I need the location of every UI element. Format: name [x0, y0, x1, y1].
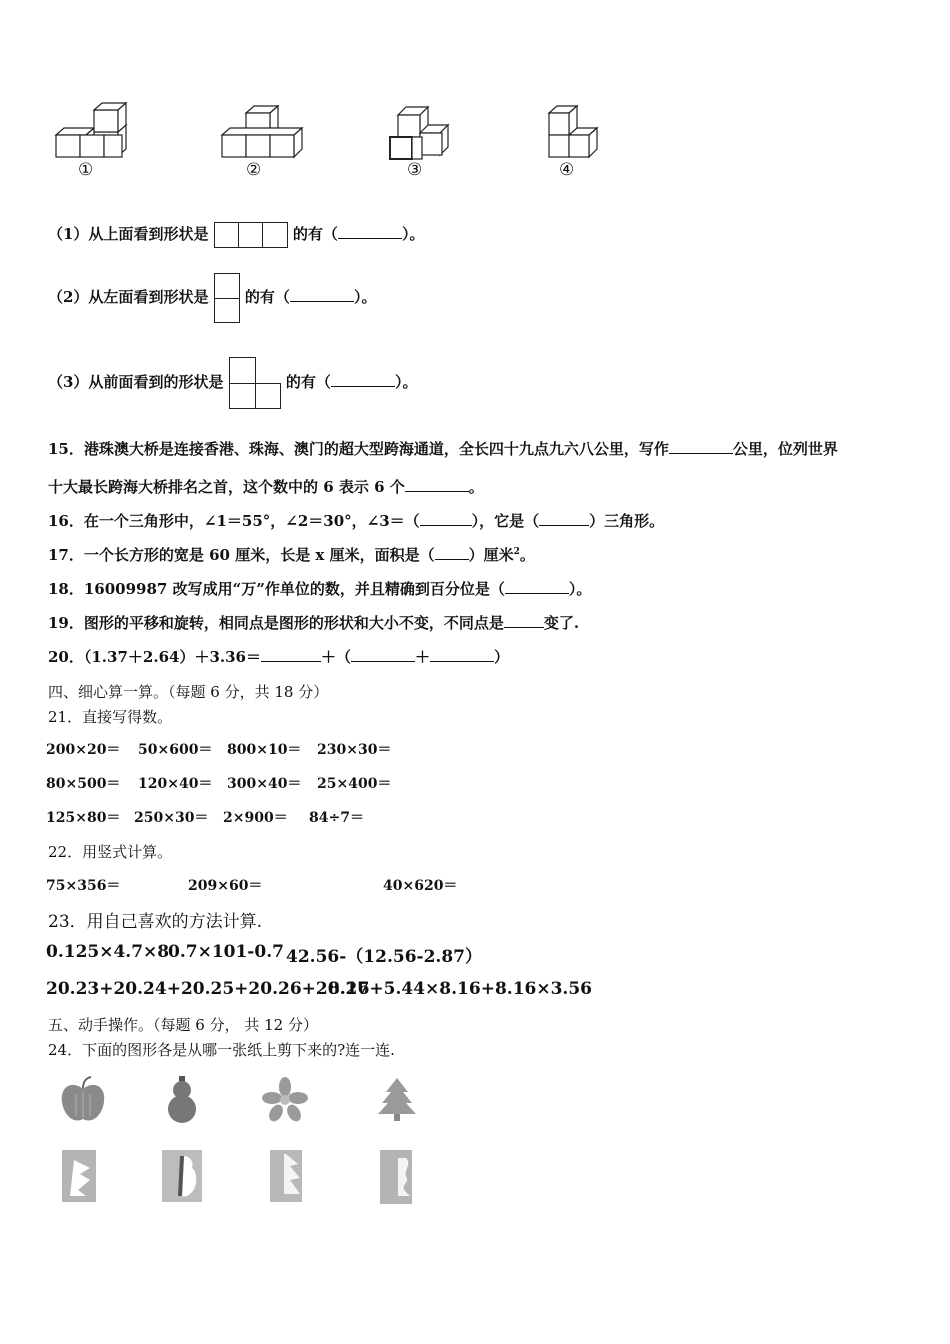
q21-row1-b: 50×600＝: [138, 742, 213, 758]
section4-title: 四、细心算一算。（每题 6 分，共 18 分）: [48, 683, 329, 701]
q14-part2: （2）从左面看到形状是 的有（ ）。: [48, 273, 376, 323]
q21-row3-b: 250×30＝: [134, 810, 209, 826]
q21-row3-d: 84÷7＝: [309, 810, 364, 826]
cube-figure-1: [50, 105, 140, 165]
answer-blank[interactable]: [505, 579, 569, 594]
answer-blank[interactable]: [405, 477, 469, 492]
q21-row1-c: 800×10＝: [227, 742, 302, 758]
q24-title: 24．下面的图形各是从哪一张纸上剪下来的?连一连.: [48, 1041, 395, 1059]
answer-blank[interactable]: [669, 439, 733, 454]
cube-figure-3: [388, 105, 478, 165]
q14-part3: （3）从前面看到的形状是 的有（ ）。: [48, 357, 417, 409]
q17: 17．一个长方形的宽是 60 厘米，长是 x 厘米，面积是（ ）厘米$^2$。: [48, 546, 535, 564]
q22-item-1: 75×356＝: [46, 878, 121, 894]
q23-title: 23．用自己喜欢的方法计算.: [48, 912, 263, 932]
q22-item-2: 209×60＝: [188, 878, 263, 894]
q21-row2-d: 25×400＝: [317, 776, 392, 792]
cube-figure-4: [545, 105, 615, 165]
paper-1-icon: [62, 1150, 96, 1202]
q21-row1-a: 200×20＝: [46, 742, 121, 758]
figure-label-4: ④: [559, 160, 575, 180]
section5-title: 五、动手操作。（每题 6 分， 共 12 分）: [48, 1016, 318, 1034]
q22-title: 22．用竖式计算。: [48, 843, 173, 861]
q15-line2: 十大最长跨海大桥排名之首，这个数中的 6 表示 6 个 。: [48, 478, 484, 496]
q14-part1: （1）从上面看到形状是 的有（ ）。: [48, 222, 424, 248]
q16: 16．在一个三角形中，∠1＝55°，∠2＝30°，∠3＝（ ），它是（ ）三角形。: [48, 512, 665, 530]
q21-title: 21．直接写得数。: [48, 708, 173, 726]
answer-blank[interactable]: [420, 511, 472, 526]
q19: 19．图形的平移和旋转，相同点是图形的形状和大小不变，不同点是 变了.: [48, 614, 580, 632]
q23-expr-2: 0.7×101-0.7: [168, 942, 284, 962]
answer-blank[interactable]: [435, 545, 469, 560]
q23-expr-3: 42.56-（12.56-2.87）: [286, 947, 482, 967]
front-view-shape: [229, 357, 281, 409]
q22-item-3: 40×620＝: [383, 878, 458, 894]
cube-figure-2: [220, 105, 310, 165]
q21-row3-a: 125×80＝: [46, 810, 121, 826]
q21-row3-c: 2×900＝: [223, 810, 288, 826]
answer-blank[interactable]: [261, 647, 321, 662]
tree-shape-icon: [376, 1078, 418, 1122]
flower-shape-icon: [262, 1078, 308, 1122]
answer-blank[interactable]: [331, 372, 395, 387]
apple-shape-icon: [60, 1076, 106, 1124]
figure-label-2: ②: [246, 160, 262, 180]
left-view-shape: [214, 273, 240, 323]
answer-blank[interactable]: [351, 647, 415, 662]
figure-label-3: ③: [407, 160, 423, 180]
q21-row2-a: 80×500＝: [46, 776, 121, 792]
answer-blank[interactable]: [338, 224, 402, 239]
q23-expr-1: 0.125×4.7×8: [46, 942, 170, 962]
q21-row2-b: 120×40＝: [138, 776, 213, 792]
top-view-shape: [214, 222, 288, 248]
answer-blank[interactable]: [504, 613, 544, 628]
paper-4-icon: [380, 1150, 412, 1204]
q21-row2-c: 300×40＝: [227, 776, 302, 792]
answer-blank[interactable]: [290, 287, 354, 302]
q18: 18．16009987 改写成用“万”作单位的数，并且精确到百分位是（ ）。: [48, 580, 592, 598]
q15-line1: 15．港珠澳大桥是连接香港、珠海、澳门的超大型跨海通道，全长四十九点九六八公里，写作 公里，位列世界: [48, 440, 838, 458]
q23-expr-5: 8.16+5.44×8.16+8.16×3.56: [328, 979, 592, 999]
gourd-shape-icon: [162, 1076, 202, 1124]
paper-2-icon: [162, 1150, 202, 1202]
figure-label-1: ①: [78, 160, 94, 180]
q23-expr-4: 20.23+20.24+20.25+20.26+20.27: [46, 979, 370, 999]
answer-blank[interactable]: [430, 647, 494, 662]
q20: 20．（1.37＋2.64）＋3.36＝ ＋（ ＋ ）: [48, 648, 510, 666]
paper-3-icon: [270, 1150, 302, 1202]
q21-row1-d: 230×30＝: [317, 742, 392, 758]
answer-blank[interactable]: [539, 511, 589, 526]
